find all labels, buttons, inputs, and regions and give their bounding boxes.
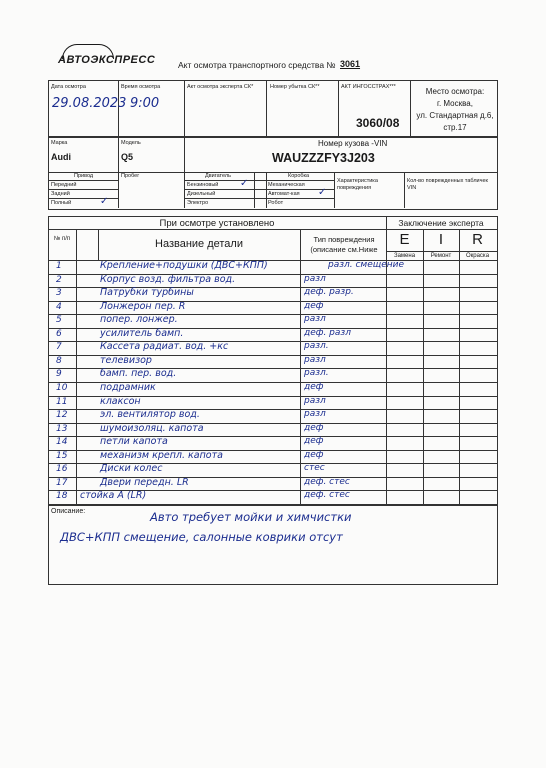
row-part-name: Двери передн. LR — [100, 477, 189, 488]
row-part-name: Крепление+подушки (ДВС+КПП) — [100, 260, 268, 271]
row-part-name: Диски колес — [100, 463, 163, 474]
row-part-name: шумоизоляц. капота — [100, 423, 204, 434]
row-part-name: Корпус возд. фильтра вод. — [100, 274, 236, 285]
row-part-name: клаксон — [100, 396, 141, 407]
make-value: Audi — [51, 152, 71, 162]
row-number: 9 — [56, 369, 62, 379]
row-part-name: попер. лонжер. — [100, 314, 178, 325]
gearbox-auto-label: Автомат-кая — [268, 191, 300, 197]
row-damage-type: разл — [304, 314, 326, 324]
row-part-name: петли капота — [100, 436, 168, 447]
row-number: 12 — [56, 410, 68, 420]
row-number: 16 — [56, 464, 68, 474]
row-part-name: бамп. пер. вод. — [100, 368, 177, 379]
row-damage-type: разл. смещение — [328, 260, 405, 270]
row-damage-type: деф — [304, 436, 324, 446]
row-part-name: Патрубки турбины — [100, 287, 194, 298]
drive-rear-label: Задний — [51, 191, 70, 197]
row-part-name: стойка А (LR) — [80, 490, 147, 501]
expert-act-label: Акт осмотра эксперта СК* — [187, 84, 254, 90]
row-damage-type: деф. разл — [304, 328, 351, 338]
row-damage-type: деф — [304, 382, 324, 392]
row-number: 10 — [56, 383, 68, 393]
col-replace-header: Замена — [393, 253, 416, 259]
row-number: 7 — [56, 342, 62, 352]
row-number: 1 — [56, 261, 62, 271]
document-number: 3061 — [340, 59, 361, 69]
row-number: 18 — [56, 491, 68, 501]
row-damage-type: разл — [304, 396, 326, 406]
engine-label: Двигатель — [205, 173, 231, 179]
date-value: 29.08.2023 — [52, 96, 127, 111]
row-part-name: механизм крепл. капота — [100, 450, 223, 461]
row-part-name: эл. вентилятор вод. — [100, 409, 200, 420]
row-damage-type: разл. — [304, 341, 329, 351]
row-number: 4 — [56, 302, 62, 312]
mileage-label: Пробег — [121, 173, 140, 179]
place-line-3: стр.17 — [443, 123, 467, 132]
row-number: 13 — [56, 424, 68, 434]
damage-type-header: Тип повреждения (описание см.Ниже — [310, 235, 378, 254]
row-damage-type: стес — [304, 463, 325, 473]
row-damage-type: деф — [304, 450, 324, 460]
drive-full-label: Полный — [51, 200, 72, 206]
row-damage-type: деф — [304, 423, 324, 433]
row-number: 15 — [56, 451, 68, 461]
model-value: Q5 — [121, 152, 134, 162]
part-name-header: Название детали — [155, 238, 243, 250]
place-label: Место осмотра: — [425, 87, 485, 96]
drive-full-check: ✓ — [100, 196, 109, 207]
row-damage-type: разл — [304, 355, 326, 365]
description-line-2: ДВС+КПП смещение, салонные коврики отсут — [60, 530, 343, 544]
row-number-header: № п/п — [53, 236, 71, 242]
col-e-header: E — [399, 231, 410, 248]
drive-label: Привод — [74, 173, 94, 179]
col-r-header: R — [472, 231, 483, 248]
description-label: Описание: — [51, 508, 86, 515]
row-damage-type: деф. стес — [304, 490, 350, 500]
date-label: Дата осмотра — [51, 84, 86, 90]
col-i-header: I — [438, 231, 444, 248]
row-damage-type: деф. разр. — [304, 287, 354, 297]
ingos-act-value: 3060/08 — [356, 116, 400, 130]
gearbox-auto-check: ✓ — [318, 187, 327, 198]
row-damage-type: разл — [304, 409, 326, 419]
row-number: 2 — [56, 275, 62, 285]
ingos-act-label: АКТ ИНГОССТРАХ*** — [341, 84, 396, 90]
gearbox-manual-label: Механическая — [268, 182, 305, 188]
claim-number-label: Номер убытка СК** — [270, 84, 320, 90]
row-part-name: Лонжерон пер. R — [100, 301, 186, 312]
col-paint-header: Окраска — [465, 253, 490, 259]
row-number: 8 — [56, 356, 62, 366]
row-part-name: усилитель бамп. — [100, 328, 184, 339]
model-label: Модель — [121, 140, 141, 146]
gearbox-label: Коробка — [288, 173, 310, 179]
vin-label: Номер кузова -VIN — [318, 139, 388, 148]
place-line-2: ул. Стандартная д.6, — [416, 111, 494, 120]
time-value: 9:00 — [130, 96, 160, 111]
row-number: 17 — [56, 478, 68, 488]
row-number: 14 — [56, 437, 68, 447]
engine-petrol-check: ✓ — [240, 178, 249, 189]
engine-diesel-label: Дизельный — [187, 191, 216, 197]
row-damage-type: разл — [304, 274, 326, 284]
engine-petrol-label: Бензиновый — [187, 182, 219, 188]
row-damage-type: разл. — [304, 368, 329, 378]
inspection-section-title: При осмотре установлено — [159, 218, 275, 229]
row-damage-type: деф — [304, 301, 324, 311]
damage-char-label: Характеристика повреждения — [337, 178, 378, 191]
vin-plates-label: Кол-во поврежденных табличек VIN — [407, 178, 488, 191]
row-number: 3 — [56, 288, 62, 298]
engine-electric-label: Электро — [187, 200, 209, 206]
expert-section-title: Заключение эксперта — [398, 218, 484, 228]
row-number: 5 — [56, 315, 62, 325]
row-part-name: подрамник — [100, 382, 156, 393]
row-part-name: Кассета радиат. вод. +кс — [100, 341, 229, 352]
row-number: 6 — [56, 329, 62, 339]
document-title: Акт осмотра транспортного средства № — [178, 60, 336, 70]
time-label: Время осмотра — [121, 84, 161, 90]
place-line-1: г. Москва, — [437, 99, 473, 108]
drive-front-label: Передний — [51, 182, 77, 188]
make-label: Марка — [51, 140, 68, 146]
row-part-name: телевизор — [100, 355, 152, 366]
inspection-place — [412, 86, 498, 134]
row-damage-type: деф. стес — [304, 477, 350, 487]
row-number: 11 — [56, 397, 68, 407]
col-repair-header: Ремонт — [430, 253, 452, 259]
vin-value: WAUZZZFY3J203 — [272, 151, 375, 165]
gearbox-robot-label: Робот — [268, 200, 284, 206]
company-logo: АВТОЭКСПРЕСС — [58, 54, 156, 66]
description-line-1: Авто требует мойки и химчистки — [150, 510, 352, 524]
